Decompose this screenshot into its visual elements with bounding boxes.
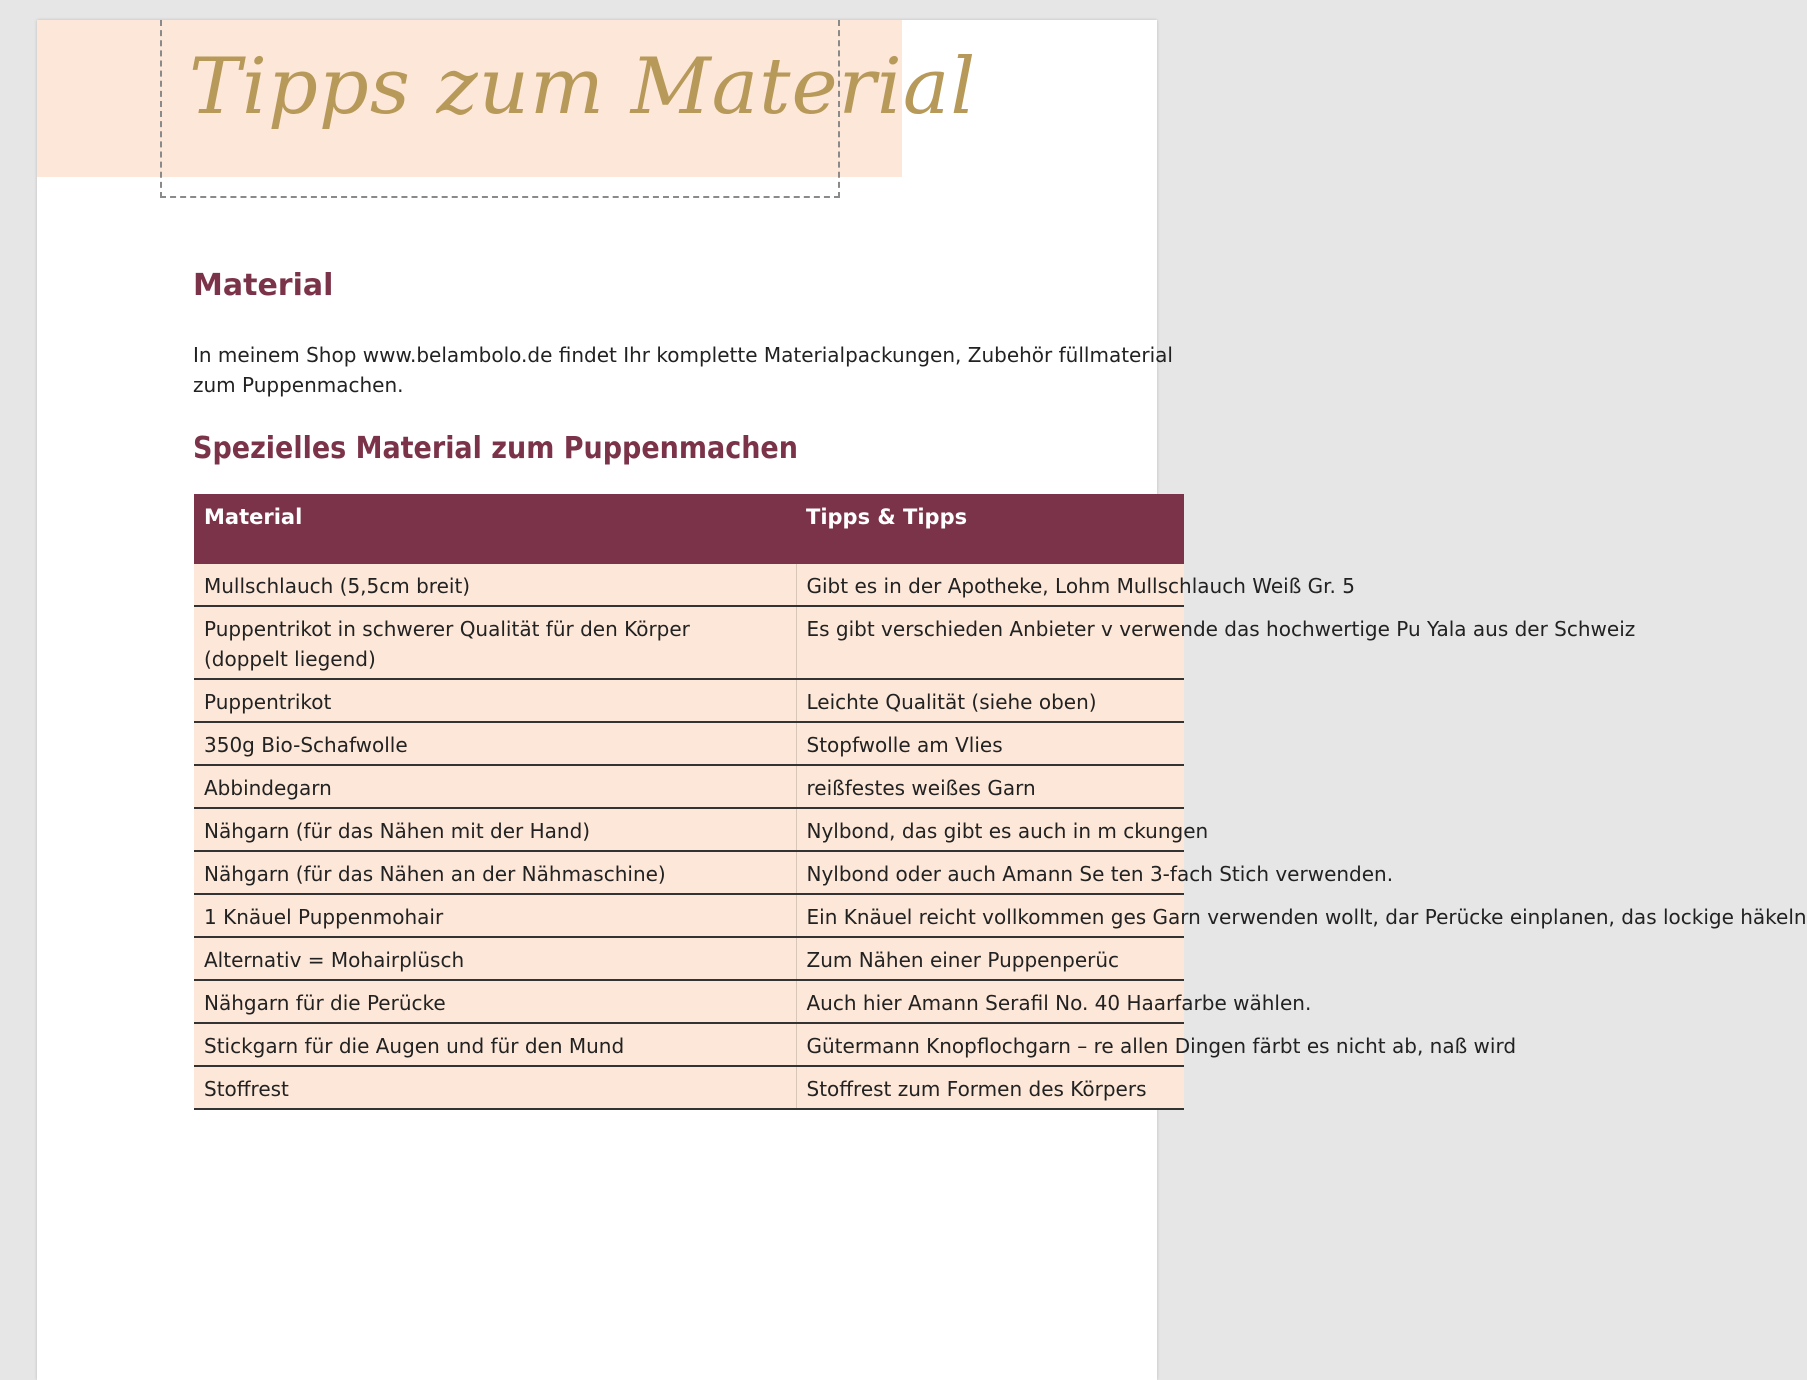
material-cell: Nähgarn (für das Nähen mit der Hand) xyxy=(194,808,796,851)
tips-cell: Nylbond oder auch Amann Se ten 3-fach Stich verwenden. xyxy=(796,851,1184,894)
table-row xyxy=(194,765,1184,808)
tips-cell: Nylbond, das gibt es auch in m ckungen xyxy=(796,808,1184,851)
header-material: Material xyxy=(194,494,796,564)
table-row xyxy=(194,606,1184,679)
tips-cell: Stoffrest zum Formen des Körpers xyxy=(796,1066,1184,1109)
document-page xyxy=(37,20,1807,1380)
material-cell: 1 Knäuel Puppenmohair xyxy=(194,894,796,937)
material-cell: Stickgarn für die Augen und für den Mund xyxy=(194,1023,796,1066)
intro-paragraph: In meinem Shop www.belambolo.de findet Ihr komplette Materialpackungen, Zubehör füllmaterial zum Puppenmachen. xyxy=(193,343,1173,397)
table-row xyxy=(194,894,1184,937)
tips-cell: Es gibt verschieden Anbieter v verwende das hochwertige Pu Yala aus der Schweiz xyxy=(796,606,1184,679)
tips-cell: Zum Nähen einer Puppenperüc xyxy=(796,937,1184,980)
material-cell: Stoffrest xyxy=(194,1066,796,1109)
header-tips: Tipps & Tipps xyxy=(796,494,1184,564)
table-row xyxy=(194,1066,1184,1109)
tips-cell: Gibt es in der Apotheke, Lohm Mullschlauch Weiß Gr. 5 xyxy=(796,564,1184,606)
table-heading: Spezielles Material zum Puppenmachen xyxy=(193,431,798,466)
material-table xyxy=(194,494,1807,1110)
table-row xyxy=(194,937,1184,980)
table-row xyxy=(194,722,1184,765)
material-cell: Mullschlauch (5,5cm breit) xyxy=(194,564,796,606)
material-cell: Alternativ = Mohairplüsch xyxy=(194,937,796,980)
tips-cell: Stopfwolle am Vlies xyxy=(796,722,1184,765)
page-title: Tipps zum Material xyxy=(189,42,977,132)
material-cell: Puppentrikot in schwerer Qualität für den Körper (doppelt liegend) xyxy=(194,606,796,679)
material-cell: Nähgarn für die Perücke xyxy=(194,980,796,1023)
tips-cell: reißfestes weißes Garn xyxy=(796,765,1184,808)
table-row xyxy=(194,851,1184,894)
tips-cell: Ein Knäuel reicht vollkommen ges Garn verwenden wollt, dar Perücke einplanen, das lockige häkeln xyxy=(796,894,1184,937)
table-row xyxy=(194,1023,1184,1066)
table-header-row xyxy=(194,494,1184,564)
table-row xyxy=(194,679,1184,722)
tips-cell: Leichte Qualität (siehe oben) xyxy=(796,679,1184,722)
tips-cell: Auch hier Amann Serafil No. 40 Haarfarbe wählen. xyxy=(796,980,1184,1023)
material-cell: Abbindegarn xyxy=(194,765,796,808)
section-heading: Material xyxy=(193,268,334,303)
material-cell: 350g Bio-Schafwolle xyxy=(194,722,796,765)
tips-cell: Gütermann Knopflochgarn – re allen Dingen färbt es nicht ab, naß wird xyxy=(796,1023,1184,1066)
table-row xyxy=(194,564,1184,606)
material-cell: Nähgarn (für das Nähen an der Nähmaschine) xyxy=(194,851,796,894)
table-row xyxy=(194,808,1184,851)
material-cell: Puppentrikot xyxy=(194,679,796,722)
table-body xyxy=(194,564,1807,1109)
table-row xyxy=(194,980,1184,1023)
